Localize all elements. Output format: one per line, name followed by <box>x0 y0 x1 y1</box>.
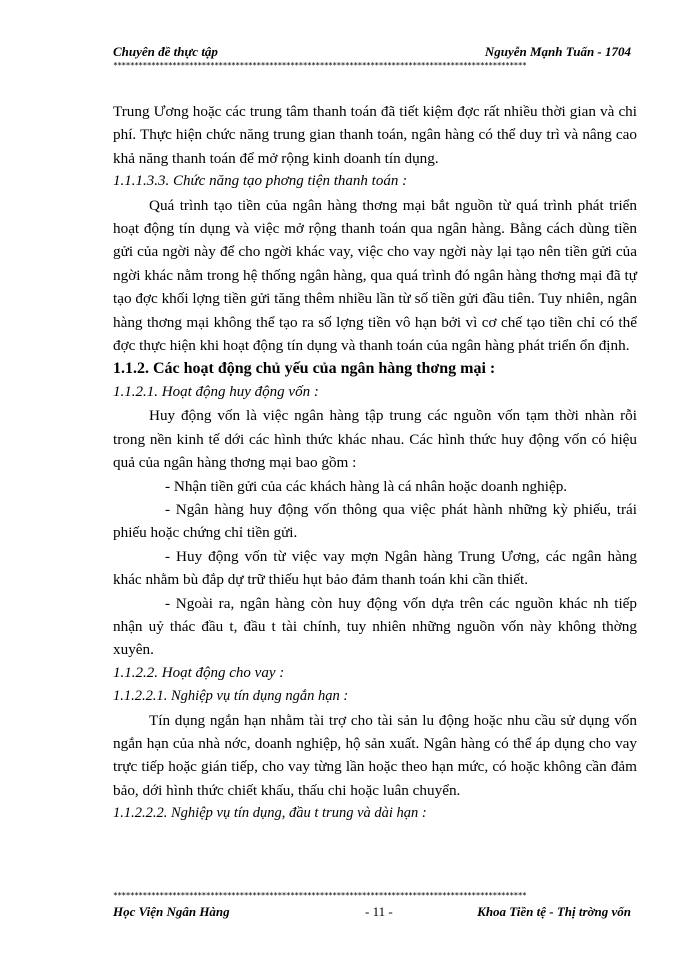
page-header <box>113 44 633 62</box>
section-heading: 1.1.2.1. Hoạt động huy động vốn : <box>113 383 319 400</box>
page-body <box>113 100 637 826</box>
header-left-title: Chuyên đề thực tập <box>113 44 218 59</box>
paragraph: Tín dụng ngắn hạn nhằm tài trợ cho tài sản lu động hoặc nhu cầu sử dụng vốn ngắn hạn của nhà nớc, doanh nghiệp, hộ sản xuất. Ngân hàng có thể áp dụng cho vay trực tiếp hoặc gián tiếp, cho vay từng lần hoặc theo hạn mức, có hoặc không cần đảm bảo, dới hình thức chiết khấu, thấu chi hoặc luân chuyển. <box>113 711 637 799</box>
paragraph: Huy động vốn là việc ngân hàng tập trung các nguồn vốn tạm thời nhàn rỗi trong nền kinh tế dới các hình thức khác nhau. Các hình thức huy động vốn có hiệu quả của ngân hàng thơng mại bao gồm : <box>113 407 637 472</box>
footer-separator: ************************************************************************************************** <box>113 892 527 900</box>
subsection-heading: 1.1.2.2.1. Nghiệp vụ tín dụng ngắn hạn : <box>113 688 349 705</box>
list-item: - Nhận tiền gửi của các khách hàng là cá nhân hoặc doanh nghiệp. <box>165 477 568 495</box>
paragraph: Quá trình tạo tiền của ngân hàng thơng mại bắt nguồn từ quá trình phát triển hoạt động tín dụng và việc mở rộng thanh toán qua ngân hàng. Bằng cách dùng tiền gửi của ngời này để cho ngời khác vay, việc cho vay ngời này lại tạo nên tiền gửi của ngời khác nằm trong hệ thống ngân hàng, qua quá trình đó ngân hàng thơng mại đã tự tạo đợc khối lợng tiền gửi tăng thêm nhiều lần từ số tiền gửi đầu tiên. Tuy nhiên, ngân hàng thơng mại không thể tạo ra số lợng tiền vô hạn bởi vì cơ chế tạo tiền chỉ có thể đợc thực hiện khi hoạt động tín dụng và thanh toán của ngân hàng phát triển ổn định. <box>113 196 637 355</box>
section-heading: 1.1.2.2. Hoạt động cho vay : <box>113 664 285 681</box>
list-item: - Ngoài ra, ngân hàng còn huy động vốn dựa trên các nguồn khác nh tiếp nhận uỷ thác đầu t, đầu t tài chính, tuy nhiên những nguồn vốn này không thờng xuyên. <box>113 594 637 659</box>
section-heading: 1.1.1.3.3. Chức năng tạo phơng tiện thanh toán : <box>113 173 408 190</box>
subsection-heading: 1.1.2.2.2. Nghiệp vụ tín dụng, đầu t trung và dài hạn : <box>113 805 427 822</box>
section-heading: 1.1.2. Các hoạt động chủ yếu của ngân hàng thơng mại : <box>113 360 496 378</box>
header-separator: ************************************************************************************************** <box>113 62 527 70</box>
paragraph: Trung Ương hoặc các trung tâm thanh toán đã tiết kiệm đợc rất nhiều thời gian và chi phí. Thực hiện chức năng trung gian thanh toán, ngân hàng có thể duy trì và nâng cao khả năng thanh toán để mở rộng kinh doanh tín dụng. <box>113 103 637 167</box>
footer-left-institution: Học Viện Ngân Hàng <box>113 904 230 919</box>
header-right-author: Nguyễn Mạnh Tuấn - 1704 <box>484 44 631 59</box>
list-item: - Huy động vốn từ việc vay mợn Ngân hàng Trung Ương, các ngân hàng khác nhằm bù đắp dự trữ thiếu hụt bảo đảm thanh toán khi cần thiết. <box>113 547 637 589</box>
page-footer <box>113 904 633 924</box>
footer-right-department: Khoa Tiền tệ - Thị trờng vốn <box>477 904 631 919</box>
page-number: - 11 - <box>365 904 393 919</box>
list-item: - Ngân hàng huy động vốn thông qua việc phát hành những kỳ phiếu, trái phiếu hoặc chứng chỉ tiền gửi. <box>113 500 637 542</box>
